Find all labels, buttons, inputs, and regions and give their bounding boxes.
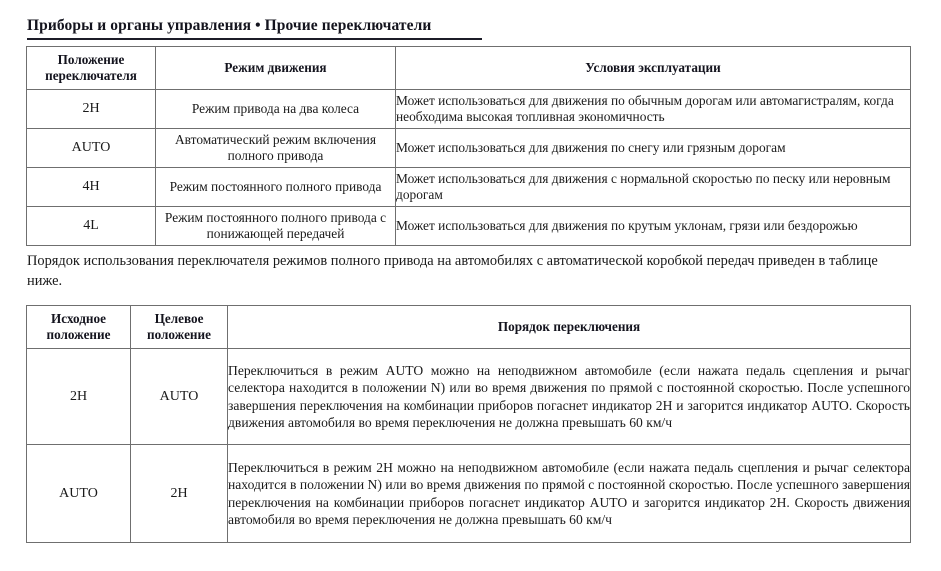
cell-to-position: 2H [131, 445, 228, 543]
page-title: Приборы и органы управления • Прочие переключатели [27, 17, 432, 34]
column-header-line-2: положение [46, 326, 111, 342]
column-header-to-position [131, 306, 228, 349]
cell-to-position: AUTO [131, 349, 228, 445]
cell-from-position: 2H [27, 349, 131, 445]
cell-operating-conditions: Может использоваться для движения с нормальной скоростью по песку или неровным дорогам [396, 168, 911, 207]
column-header-line-2: положение [147, 326, 211, 342]
table-row [27, 349, 911, 445]
column-header-from-position [27, 306, 131, 349]
table-header-row [27, 306, 911, 349]
table-row [27, 90, 911, 129]
column-header-line-1: Целевое [154, 311, 204, 326]
cell-switching-procedure: Переключиться в режим 2H можно на неподвижном автомобиле (если нажата педаль сцепления и рычаг селектора находится в положении N) или во время движения по прямой с постоянной скоростью. После успешного завершения переключения на комбинации приборов погаснет индикатор AUTO и загорится индикатор 2H. Скорость движения автомобиля во время переключения не должна превышать 60 км/ч [228, 445, 911, 543]
table-header-row [27, 47, 911, 90]
table-row [27, 168, 911, 207]
cell-switch-position: AUTO [27, 129, 156, 168]
switching-sequence-table [26, 305, 911, 543]
cell-switching-procedure: Переключиться в режим AUTO можно на неподвижном автомобиле (если нажата педаль сцепления и рычаг селектора находится в положении N) или во время движения по прямой с постоянной скоростью. После успешного завершения переключения на комбинации приборов погаснет индикатор 2H и загорится индикатор AUTO. Скорость движения автомобиля во время переключения не должна превышать 60 км/ч [228, 349, 911, 445]
cell-switch-position: 2H [27, 90, 156, 129]
cell-drive-mode: Режим постоянного полного привода [156, 168, 396, 207]
cell-drive-mode: Режим постоянного полного привода с понижающей передачей [156, 207, 396, 246]
column-header-drive-mode: Режим движения [156, 47, 396, 90]
note-paragraph: Порядок использования переключателя режимов полного привода на автомобилях с автоматической коробкой передач приведен в таблице ниже. [27, 253, 878, 289]
cell-operating-conditions: Может использоваться для движения по крутым уклонам, грязи или бездорожью [396, 207, 911, 246]
cell-operating-conditions: Может использоваться для движения по обычным дорогам или автомагистралям, когда необходима высокая топливная экономичность [396, 90, 911, 129]
column-header-operating-conditions: Условия эксплуатации [396, 47, 911, 90]
cell-operating-conditions: Может использоваться для движения по снегу или грязным дорогам [396, 129, 911, 168]
cell-from-position: AUTO [27, 445, 131, 543]
cell-switch-position: 4H [27, 168, 156, 207]
table-row [27, 445, 911, 543]
column-header-switch-position [27, 47, 156, 90]
cell-switch-position: 4L [27, 207, 156, 246]
cell-drive-mode: Автоматический режим включения полного привода [156, 129, 396, 168]
cell-drive-mode: Режим привода на два колеса [156, 90, 396, 129]
table-row [27, 207, 911, 246]
title-underline-rule [27, 38, 482, 40]
column-header-line-2: переключателя [45, 67, 137, 83]
column-header-line-1: Исходное [51, 311, 106, 326]
table-row [27, 129, 911, 168]
column-header-line-1: Положение [57, 52, 125, 67]
column-header-switching-procedure: Порядок переключения [228, 306, 911, 349]
drive-modes-table [26, 46, 911, 246]
